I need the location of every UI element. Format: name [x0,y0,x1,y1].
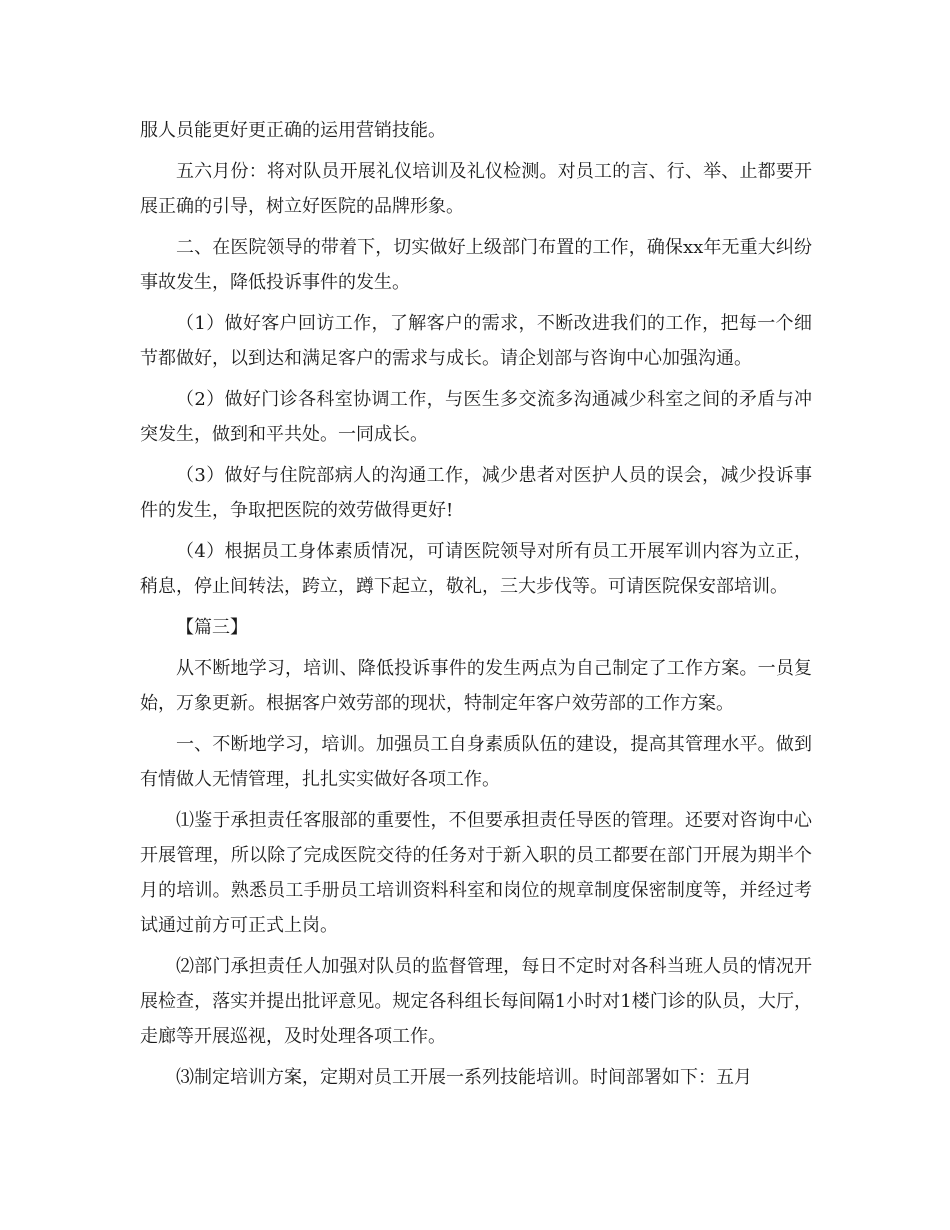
paragraph-subitem-2: ⑵部门承担责任人加强对队员的监督管理，每日不定时对各科当班人员的情况开展检查，落实并提出批评意见。规定各科组长每间隔1小时对1楼门诊的队员，大厅，走廊等开展巡视，及时处理各项工作。 [140,956,812,1047]
section-heading-part-three: 【篇三】 [176,617,248,638]
paragraph-section-one: 一、不断地学习，培训。加强员工自身素质队伍的建设，提高其管理水平。做到有情做人无情管理，扎扎实实做好各项工作。 [140,734,812,790]
paragraph-etiquette-training: 五六月份：将对队员开展礼仪培训及礼仪检测。对员工的言、行、举、止都要开展正确的引导，树立好医院的品牌形象。 [140,161,812,217]
paragraph-continuation: 服人员能更好更正确的运用营销技能。 [140,120,446,141]
document-body [140,113,812,1101]
paragraph-intro-part-three: 从不断地学习，培训、降低投诉事件的发生两点为自己制定了工作方案。一员复始，万象更新。根据客户效劳部的现状，特制定年客户效劳部的工作方案。 [140,658,812,714]
paragraph-subitem-3: ⑶制定培训方案，定期对员工开展一系列技能培训。时间部署如下：五月 [176,1067,752,1088]
paragraph-item-4: （4）根据员工身体素质情况，可请医院领导对所有员工开展军训内容为立正，稍息，停止间转法，跨立，蹲下起立，敬礼，三大步伐等。可请医院保安部培训。 [140,541,812,597]
paragraph-item-1: （1）做好客户回访工作，了解客户的需求，不断改进我们的工作，把每一个细节都做好，以到达和满足客户的需求与成长。请企划部与咨询中心加强沟通。 [140,313,812,369]
paragraph-subitem-1: ⑴鉴于承担责任客服部的重要性，不但要承担责任导医的管理。还要对咨询中心开展管理，所以除了完成医院交待的任务对于新入职的员工都要在部门开展为期半个月的培训。熟悉员工手册员工培训资料科室和岗位的规章制度保密制度等，并经过考试通过前方可正式上岗。 [140,810,812,936]
paragraph-section-two: 二、在医院领导的带着下，切实做好上级部门布置的工作，确保xx年无重大纠纷事故发生，降低投诉事件的发生。 [140,237,812,293]
paragraph-item-2: （2）做好门诊各科室协调工作，与医生多交流多沟通减少科室之间的矛盾与冲突发生，做到和平共处。一同成长。 [140,389,812,445]
paragraph-item-3: （3）做好与住院部病人的沟通工作，减少患者对医护人员的误会，减少投诉事件的发生，争取把医院的效劳做得更好! [140,465,812,521]
